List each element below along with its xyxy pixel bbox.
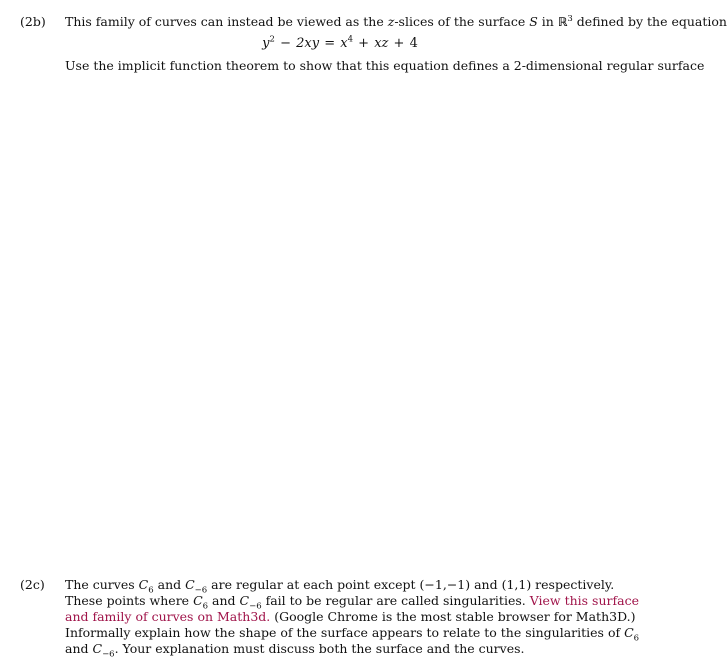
problem-2b-intro: This family of curves can instead be viewed as the z-slices of the surface S in ℝ$^3$ defined by the equation (65, 13, 727, 29)
var-S: S (529, 14, 538, 29)
reals-exponent: 3 (567, 13, 573, 24)
problem-2c-label: (2c) (20, 577, 45, 592)
problem-2b (20, 13, 727, 74)
reals-symbol: ℝ (557, 15, 568, 29)
var-z: z (387, 14, 395, 29)
math3d-link[interactable]: View this surface and family of curves on Math3d. (65, 593, 639, 624)
problem-2b-instruction: Use the implicit function theorem to show that this equation defines a 2-dimensional regular surface (65, 58, 705, 73)
problem-2c (20, 577, 640, 660)
problem-2b-label: (2b) (20, 14, 46, 29)
surface-equation: $y^2 - 2xy = x^4$ + xz + 4 (262, 34, 418, 51)
problem-2c-text: The curves $C_6$ and $C_{-6}$ are regular at each point except (−1,−1) and (1,1) respectively. These points where $C_6$ and $C_{-6}$ fail to be regular are called singularities. View this surface and family of curves on Math3d. (Google Chrome is the most stable browser for Math3D.) Informally explain how the shape of the surface appears to relate to the singularities of $C_6$ and $C_{-6}$. Your explanation must discuss both the surface and the curves. (65, 577, 640, 660)
